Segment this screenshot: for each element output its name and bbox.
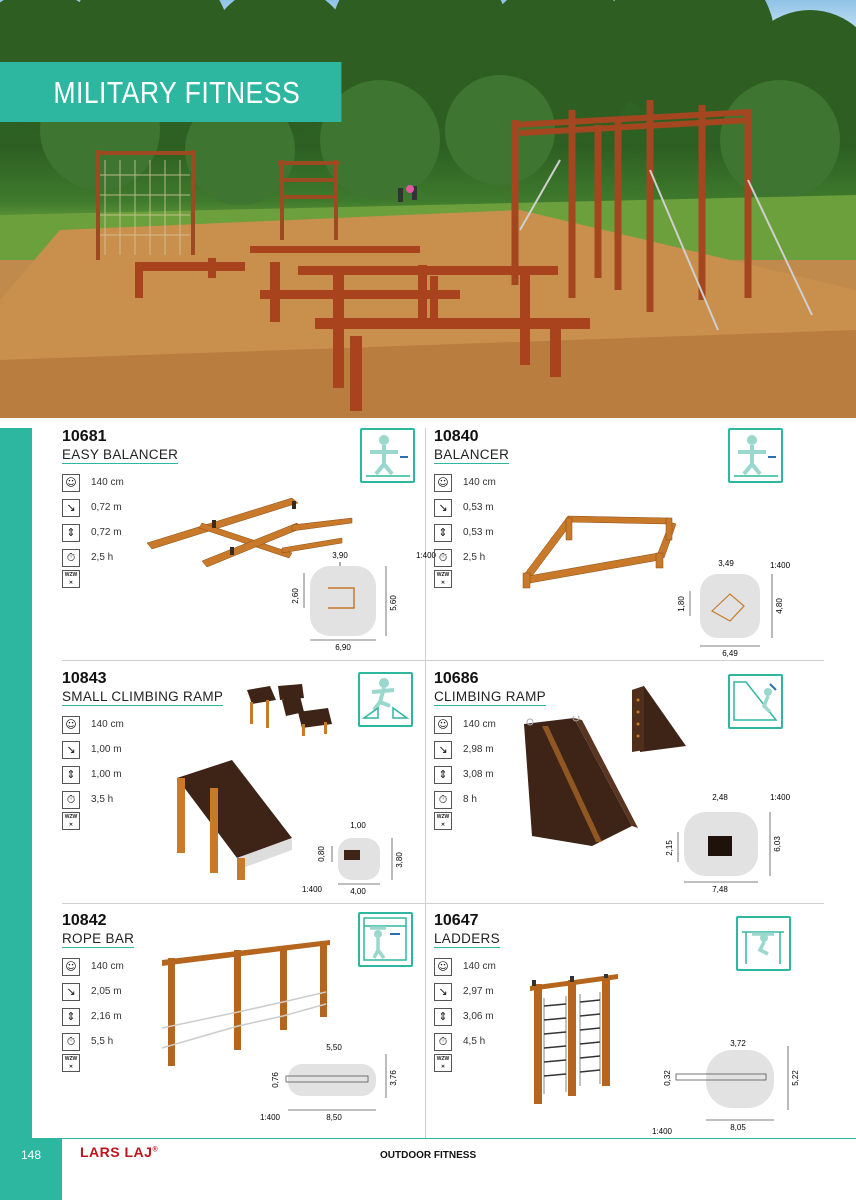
product-name: CLIMBING RAMP <box>434 689 546 704</box>
brand-logo: LARS LAJ® <box>80 1144 159 1160</box>
category-climb-icon <box>728 674 783 729</box>
product-code: 10686 <box>434 670 479 687</box>
plan-bottom-dim: 6,90 <box>335 643 351 652</box>
plan-diagram <box>274 548 454 658</box>
spec-list <box>434 954 496 1072</box>
plan-side-dim: 0,80 <box>317 846 326 862</box>
spec-fall-height: ↘ 2,98 m <box>434 737 496 762</box>
plan-side-dim: 0,32 <box>663 1070 672 1086</box>
fall-height-icon: ↘ <box>62 499 80 517</box>
wzw-icon: WZW ✕ <box>62 1054 80 1072</box>
plan-right-dim: 6,03 <box>773 836 782 852</box>
product-code: 10843 <box>62 670 107 687</box>
fall-height-icon: ↘ <box>62 741 80 759</box>
spec-install-time: ⏱ 2,5 h <box>62 545 124 570</box>
plan-diagram <box>292 810 442 898</box>
product-name: LADDERS <box>434 931 500 946</box>
spec-age: ☺ 140 cm <box>434 470 496 495</box>
fall-height-icon: ↘ <box>434 499 452 517</box>
plan-scale: 1:400 <box>415 551 437 560</box>
category-balance-icon <box>360 428 415 483</box>
plan-side-dim: 2,60 <box>291 588 300 604</box>
spec-list <box>62 470 124 588</box>
plan-scale: 1:400 <box>651 1127 673 1136</box>
plan-diagram <box>662 792 832 904</box>
install-time-icon: ⏱ <box>62 791 80 809</box>
age-icon: ☺ <box>62 716 80 734</box>
age-icon: ☺ <box>62 958 80 976</box>
plan-top-dim: 1,00 <box>350 821 366 830</box>
free-height-icon: ⇕ <box>62 524 80 542</box>
spec-install-time: ⏱ 5,5 h <box>62 1029 124 1054</box>
plan-diagram <box>648 1024 828 1136</box>
plan-scale: 1:400 <box>259 1113 281 1122</box>
plan-scale: 1:400 <box>301 885 323 894</box>
fall-height-icon: ↘ <box>434 983 452 1001</box>
spec-age: ☺ 140 cm <box>62 470 124 495</box>
product-card <box>62 912 452 1138</box>
spec-age: ☺ 140 cm <box>434 712 496 737</box>
plan-bottom-dim: 8,05 <box>730 1123 746 1132</box>
plan-right-dim: 5,60 <box>389 595 398 611</box>
install-time-icon: ⏱ <box>62 1033 80 1051</box>
page-number: 148 <box>20 1148 42 1162</box>
plan-side-dim: 2,15 <box>665 840 674 856</box>
spec-list <box>434 712 496 830</box>
fall-height-icon: ↘ <box>62 983 80 1001</box>
hero-photo <box>0 0 856 418</box>
plan-diagram <box>660 556 830 662</box>
age-icon: ☺ <box>62 474 80 492</box>
category-climb-icon <box>358 672 413 727</box>
install-time-icon: ⏱ <box>434 549 452 567</box>
product-image <box>526 974 626 1106</box>
age-icon: ☺ <box>434 958 452 976</box>
spec-age: ☺ 140 cm <box>62 712 124 737</box>
plan-top-dim: 3,90 <box>332 551 348 560</box>
age-icon: ☺ <box>434 716 452 734</box>
spec-fall-height: ↘ 1,00 m <box>62 737 124 762</box>
plan-bottom-dim: 8,50 <box>326 1113 342 1122</box>
plan-top-dim: 5,50 <box>326 1043 342 1052</box>
plan-scale: 1:400 <box>770 793 791 802</box>
spec-free-height: ⇕ 3,06 m <box>434 1004 496 1029</box>
plan-right-dim: 3,76 <box>389 1070 398 1086</box>
free-height-icon: ⇕ <box>62 766 80 784</box>
spec-list <box>62 712 124 830</box>
install-time-icon: ⏱ <box>62 549 80 567</box>
spec-fall-height: ↘ 2,97 m <box>434 979 496 1004</box>
spec-fall-height: ↘ 2,05 m <box>62 979 124 1004</box>
spec-age: ☺ 140 cm <box>434 954 496 979</box>
plan-top-dim: 3,49 <box>718 559 734 568</box>
product-card <box>434 428 824 660</box>
spec-fall-height: ↘ 0,53 m <box>434 495 496 520</box>
product-image <box>522 716 642 856</box>
plan-bottom-dim: 4,00 <box>350 887 366 896</box>
spec-list <box>62 954 124 1072</box>
plan-scale: 1:400 <box>770 561 791 570</box>
wzw-icon: WZW ✕ <box>434 570 452 588</box>
product-name: ROPE BAR <box>62 931 135 946</box>
product-name: BALANCER <box>434 447 510 462</box>
plan-right-dim: 4,80 <box>775 598 784 614</box>
plan-top-dim: 2,48 <box>712 793 728 802</box>
install-time-icon: ⏱ <box>434 791 452 809</box>
spec-free-height: ⇕ 1,00 m <box>62 762 124 787</box>
product-card <box>62 428 452 660</box>
spec-free-height: ⇕ 0,72 m <box>62 520 124 545</box>
spec-fall-height: ↘ 0,72 m <box>62 495 124 520</box>
category-balance-icon <box>728 428 783 483</box>
wzw-icon: WZW ✕ <box>62 570 80 588</box>
spec-free-height: ⇕ 0,53 m <box>434 520 496 545</box>
plan-bottom-dim: 7,48 <box>712 885 728 894</box>
category-hang-icon <box>358 912 413 967</box>
product-image <box>172 758 297 883</box>
spec-install-time: ⏱ 4,5 h <box>434 1029 496 1054</box>
product-card <box>434 670 824 902</box>
product-code: 10647 <box>434 912 479 929</box>
footer-divider <box>62 1138 856 1139</box>
free-height-icon: ⇕ <box>434 524 452 542</box>
product-name: EASY BALANCER <box>62 447 179 462</box>
product-code: 10681 <box>62 428 107 445</box>
plan-top-dim: 3,72 <box>730 1039 746 1048</box>
age-icon: ☺ <box>434 474 452 492</box>
spec-install-time: ⏱ 3,5 h <box>62 787 124 812</box>
category-hang-icon <box>736 916 791 971</box>
wzw-icon: WZW ✕ <box>62 812 80 830</box>
product-code: 10842 <box>62 912 107 929</box>
install-time-icon: ⏱ <box>434 1033 452 1051</box>
product-card <box>434 912 824 1138</box>
spec-install-time: ⏱ 8 h <box>434 787 496 812</box>
spec-free-height: ⇕ 2,16 m <box>62 1004 124 1029</box>
product-name: SMALL CLIMBING RAMP <box>62 689 224 704</box>
plan-bottom-dim: 6,49 <box>722 649 738 658</box>
plan-right-dim: 3,80 <box>395 852 404 868</box>
spec-list <box>434 470 496 588</box>
plan-right-dim: 5,22 <box>791 1070 800 1086</box>
free-height-icon: ⇕ <box>62 1008 80 1026</box>
free-height-icon: ⇕ <box>434 1008 452 1026</box>
wzw-icon: WZW ✕ <box>434 812 452 830</box>
product-card <box>62 670 452 902</box>
wzw-icon: WZW ✕ <box>434 1054 452 1072</box>
section-title: OUTDOOR FITNESS <box>380 1150 477 1161</box>
plan-side-dim: 1,80 <box>677 596 686 612</box>
plan-diagram <box>258 1038 448 1138</box>
plan-side-dim: 0,76 <box>271 1072 280 1088</box>
free-height-icon: ⇕ <box>434 766 452 784</box>
product-code: 10840 <box>434 428 479 445</box>
spec-install-time: ⏱ 2,5 h <box>434 545 496 570</box>
spec-age: ☺ 140 cm <box>62 954 124 979</box>
spec-free-height: ⇕ 3,08 m <box>434 762 496 787</box>
sidebar-accent-bar <box>0 428 32 1200</box>
product-thumbnail <box>242 682 337 737</box>
page-title: MILITARY FITNESS <box>0 62 341 122</box>
fall-height-icon: ↘ <box>434 741 452 759</box>
